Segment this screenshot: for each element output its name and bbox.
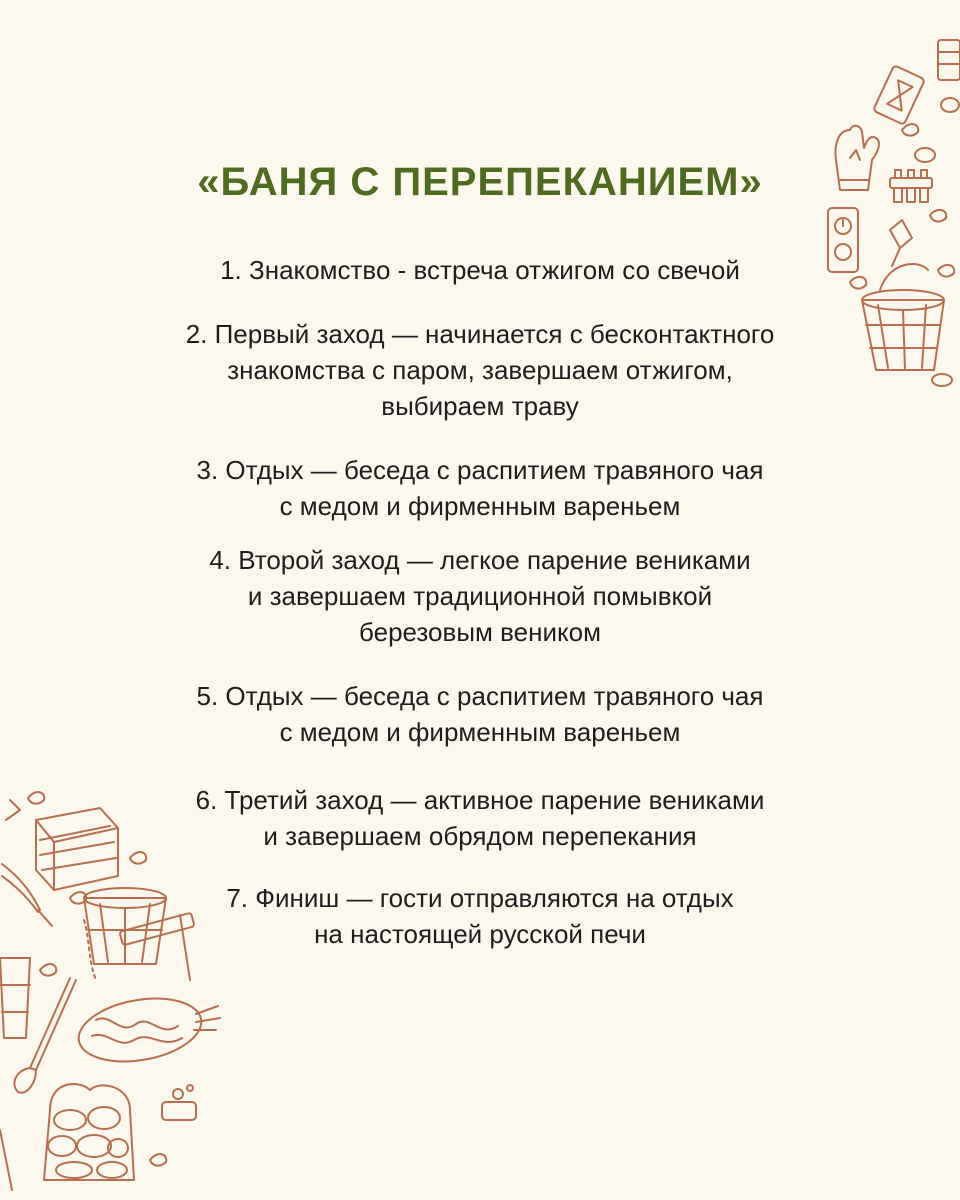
step-4: [80, 542, 880, 650]
step-2-line-2: знакомства с паром, завершаем отжигом,: [227, 355, 733, 385]
step-2-line-1: 2. Первый заход — начинается с бесконтактного: [185, 319, 775, 349]
bottom-left-illustrations: [0, 780, 230, 1200]
sauna-sign-icon: [938, 40, 960, 80]
step-7-line-2: на настоящей русской печи: [314, 919, 646, 949]
step-1: [80, 252, 880, 288]
top-right-illustrations: [820, 20, 960, 400]
birch-broom-icon: [74, 990, 220, 1071]
step-4-line-3: березовым веником: [359, 617, 601, 647]
wooden-tub-icon: [84, 888, 195, 980]
leaf-icon: [6, 792, 166, 1166]
bucket-icon: [862, 264, 944, 370]
step-3-line-2: с медом и фирменным вареньем: [279, 491, 681, 521]
step-5-line-1: 5. Отдых — беседа с распитием травяного чая: [196, 681, 764, 711]
brush-icon: [890, 220, 912, 266]
ladle-icon: [14, 978, 76, 1093]
step-7-line-1: 7. Финиш — гости отправляются на отдых: [226, 883, 734, 913]
step-5: [80, 678, 880, 750]
step-4-line-2: и завершаем традиционной помывкой: [247, 581, 713, 611]
leaf-icon: [850, 124, 954, 386]
step-1-line-1: 1. Знакомство - встреча отжигом со свечой: [220, 255, 740, 285]
hourglass-icon: [873, 65, 925, 125]
stove-stones-icon: [44, 1084, 134, 1180]
step-3-line-1: 3. Отдых — беседа с распитием травяного чая: [196, 455, 764, 485]
wooden-tub-icon: [0, 958, 30, 1038]
towels-icon: [36, 808, 118, 890]
step-2: [80, 316, 880, 424]
step-6-line-1: 6. Третий заход — активное парение вениками: [195, 785, 765, 815]
step-4-line-1: 4. Второй заход — легкое парение вениками: [209, 545, 751, 575]
step-6-line-2: и завершаем обрядом перепекания: [263, 821, 697, 851]
mitten-icon: [836, 126, 879, 190]
step-5-line-2: с медом и фирменным вареньем: [279, 717, 681, 747]
whisk-icon: [2, 864, 52, 926]
oil-bottles-icon: [890, 170, 932, 202]
stone-icon: [915, 98, 959, 162]
ladle-icon: [0, 1130, 12, 1190]
soap-icon: [162, 1085, 196, 1120]
step-3: [80, 452, 880, 524]
page-title: «БАНЯ С ПЕРЕПЕКАНИЕМ»: [197, 160, 763, 204]
thermometer-icon: [828, 208, 858, 272]
step-2-line-3: выбираем траву: [381, 391, 579, 421]
